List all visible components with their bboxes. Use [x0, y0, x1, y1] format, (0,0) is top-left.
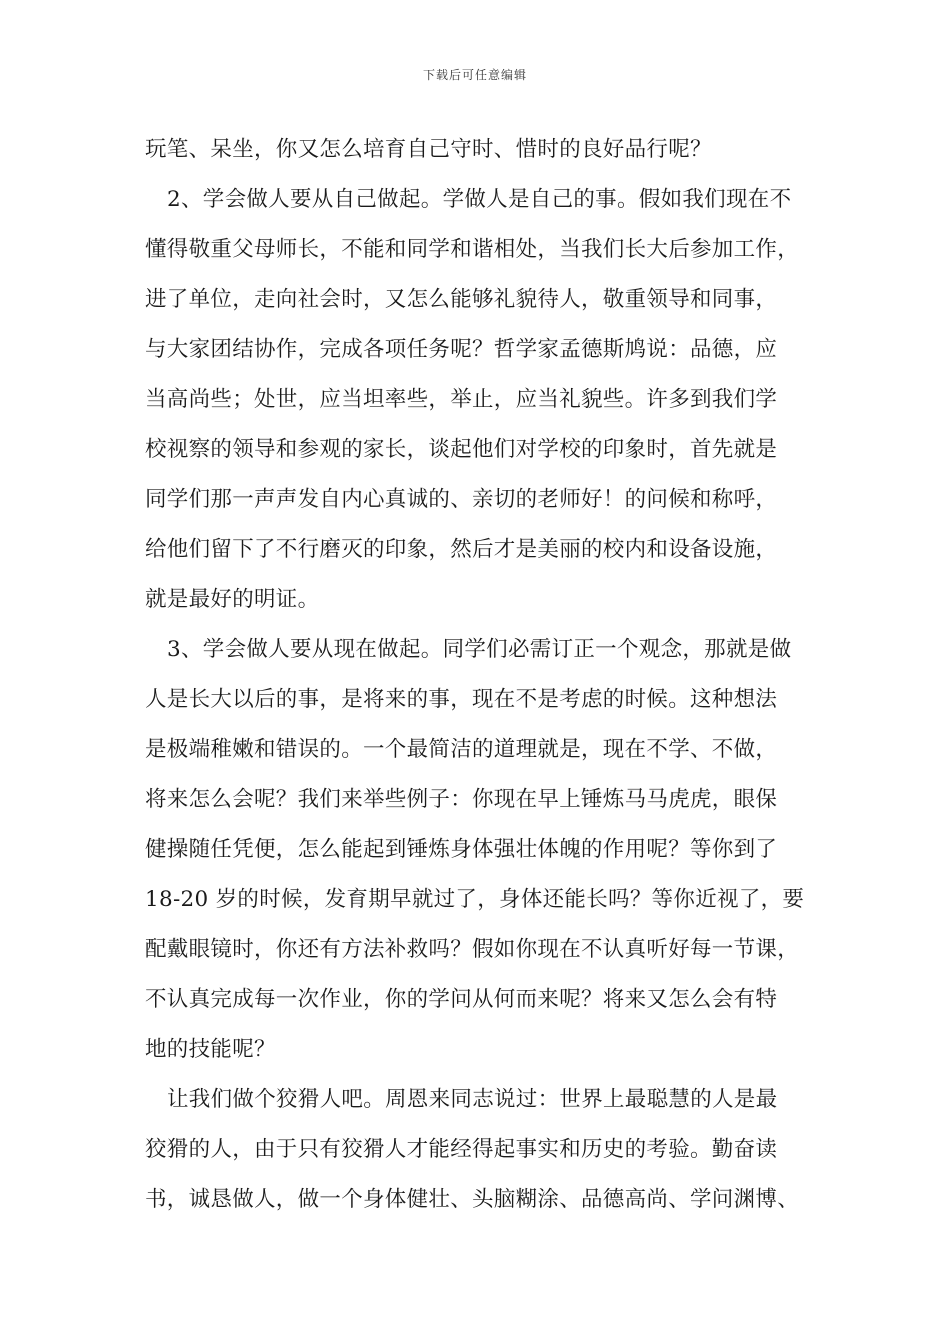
- text-line: 将来怎么会呢？我们来举些例子：你现在早上锤炼马马虎虎，眼保: [145, 787, 778, 812]
- text-line: 与大家团结协作，完成各项任务呢？哲学家孟德斯鸠说：品德，应: [145, 337, 778, 362]
- text-line: 就是最好的明证。: [145, 587, 320, 612]
- text-line: 不认真完成每一次作业，你的学问从何而来呢？将来又怎么会有特: [145, 987, 778, 1012]
- text-line: 18-20 岁的时候，发育期早就过了，身体还能长吗？等你近视了，要: [145, 887, 805, 912]
- text-line: 同学们那一声声发自内心真诚的、亲切的老师好！的问候和称呼，: [145, 487, 778, 512]
- text-line: 狡猾的人，由于只有狡猾人才能经得起事实和历史的考验。勤奋读: [145, 1137, 778, 1162]
- page-header: 下载后可任意编辑: [422, 68, 527, 82]
- text-line: 3、学会做人要从现在做起。同学们必需订正一个观念，那就是做: [167, 637, 792, 662]
- text-line: 给他们留下了不行磨灭的印象，然后才是美丽的校内和设备设施，: [145, 537, 778, 562]
- text-line: 健操随任凭便，怎么能起到锤炼身体强壮体魄的作用呢？等你到了: [145, 837, 778, 862]
- text-line: 地的技能呢？: [145, 1037, 276, 1062]
- text-line: 玩笔、呆坐，你又怎么培育自己守时、惜时的良好品行呢？: [145, 137, 712, 162]
- text-line: 2、学会做人要从自己做起。学做人是自己的事。假如我们现在不: [167, 187, 792, 212]
- text-line: 配戴眼镜时，你还有方法补救吗？假如你现在不认真听好每一节课，: [145, 937, 800, 962]
- text-line: 懂得敬重父母师长，不能和同学和谐相处，当我们长大后参加工作，: [145, 237, 800, 262]
- text-line: 让我们做个狡猾人吧。周恩来同志说过：世界上最聪慧的人是最: [167, 1087, 778, 1112]
- text-line: 书，诚恳做人，做一个身体健壮、头脑糊涂、品德高尚、学问渊博、: [145, 1187, 800, 1212]
- document-body: [145, 125, 825, 1225]
- text-line: 校视察的领导和参观的家长，谈起他们对学校的印象时，首先就是: [145, 437, 778, 462]
- text-line: 人是长大以后的事，是将来的事，现在不是考虑的时候。这种想法: [145, 687, 778, 712]
- text-line: 当高尚些；处世，应当坦率些，举止，应当礼貌些。许多到我们学: [145, 387, 778, 412]
- text-line: 是极端稚嫩和错误的。一个最简洁的道理就是，现在不学、不做，: [145, 737, 778, 762]
- text-line: 进了单位，走向社会时，又怎么能够礼貌待人，敬重领导和同事，: [145, 287, 778, 312]
